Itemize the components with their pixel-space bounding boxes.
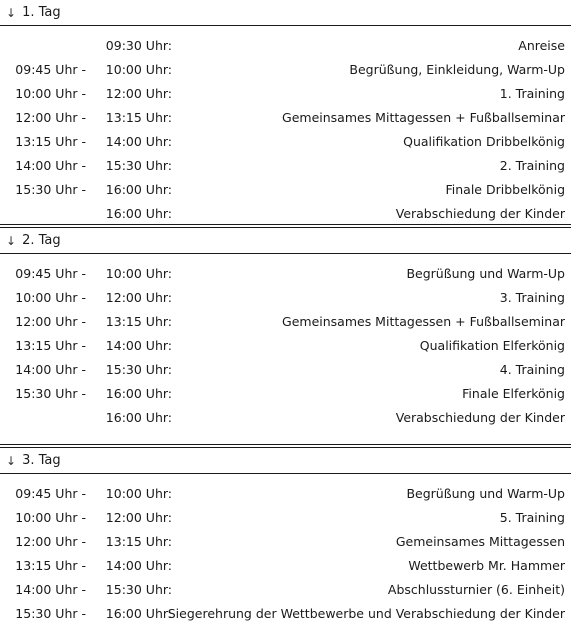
arrow-down-icon: ↓: [6, 5, 17, 20]
day-header-2[interactable]: [0, 228, 571, 254]
day-title: 2. Tag: [22, 233, 61, 248]
start-time: 12:00 Uhr -: [15, 314, 86, 329]
activity: Finale Dribbelkönig: [445, 182, 565, 197]
start-time: 15:30 Uhr -: [15, 386, 86, 401]
end-time: 12:00 Uhr:: [105, 86, 172, 101]
start-time: 12:00 Uhr -: [15, 110, 86, 125]
start-time: 13:15 Uhr -: [15, 134, 86, 149]
activity: Qualifikation Elferkönig: [419, 338, 565, 353]
end-time: 10:00 Uhr:: [105, 266, 172, 281]
day-section-1: [0, 0, 571, 228]
schedule-row: [0, 531, 571, 555]
day-header-1[interactable]: [0, 0, 571, 26]
schedule-row: [0, 287, 571, 311]
day-title: 1. Tag: [22, 5, 61, 20]
schedule-row: [0, 359, 571, 383]
schedule-row: [0, 59, 571, 83]
start-time: 15:30 Uhr -: [15, 606, 86, 621]
end-time: 13:15 Uhr:: [105, 314, 172, 329]
schedule-row: [0, 603, 571, 627]
arrow-down-icon: ↓: [6, 453, 17, 468]
end-time: 15:30 Uhr:: [105, 158, 172, 173]
end-time: 12:00 Uhr:: [105, 290, 172, 305]
activity: Begrüßung und Warm-Up: [406, 266, 565, 281]
end-time: 14:00 Uhr:: [105, 134, 172, 149]
end-time: 16:00 Uhr:: [105, 386, 172, 401]
end-time: 10:00 Uhr:: [105, 62, 172, 77]
day-section-2: [0, 228, 571, 448]
activity: Begrüßung und Warm-Up: [406, 486, 565, 501]
start-time: 14:00 Uhr -: [15, 158, 86, 173]
start-time: 15:30 Uhr -: [15, 182, 86, 197]
schedule-row: [0, 335, 571, 359]
schedule-row: [0, 507, 571, 531]
schedule-row: [0, 555, 571, 579]
day-title: 3. Tag: [22, 453, 61, 468]
start-time: 12:00 Uhr -: [15, 534, 86, 549]
schedule-row: [0, 131, 571, 155]
schedule-row: [0, 107, 571, 131]
end-time: 14:00 Uhr:: [105, 558, 172, 573]
end-time: 09:30 Uhr:: [105, 38, 172, 53]
schedule-row: [0, 483, 571, 507]
end-time: 15:30 Uhr:: [105, 362, 172, 377]
schedule-rows: [0, 26, 571, 224]
end-time: 13:15 Uhr:: [105, 110, 172, 125]
schedule-row: [0, 263, 571, 287]
start-time: 13:15 Uhr -: [15, 558, 86, 573]
activity: Finale Elferkönig: [462, 386, 565, 401]
activity: Wettbewerb Mr. Hammer: [408, 558, 565, 573]
schedule-row: [0, 383, 571, 407]
end-time: 14:00 Uhr:: [105, 338, 172, 353]
day-section-3: [0, 448, 571, 627]
end-time: 16:00 Uhr:: [105, 182, 172, 197]
start-time: 10:00 Uhr -: [15, 510, 86, 525]
activity: Verabschiedung der Kinder: [395, 206, 565, 221]
schedule-row: [0, 311, 571, 335]
activity: Anreise: [518, 38, 565, 53]
activity: Verabschiedung der Kinder: [395, 410, 565, 425]
activity: 1. Training: [499, 86, 565, 101]
start-time: 13:15 Uhr -: [15, 338, 86, 353]
schedule-row: [0, 179, 571, 203]
activity: 4. Training: [499, 362, 565, 377]
end-time: 10:00 Uhr:: [105, 486, 172, 501]
day-header-3[interactable]: [0, 448, 571, 474]
schedule-rows: [0, 254, 571, 444]
end-time: 16:00 Uhr:: [105, 606, 172, 621]
start-time: 10:00 Uhr -: [15, 86, 86, 101]
schedule-row: [0, 83, 571, 107]
end-time: 16:00 Uhr:: [105, 206, 172, 221]
activity: 5. Training: [499, 510, 565, 525]
activity: Begrüßung, Einkleidung, Warm-Up: [349, 62, 565, 77]
schedule-row: [0, 407, 571, 431]
activity: Siegerehrung der Wettbewerbe und Verabschiedung der Kinder: [167, 606, 565, 621]
end-time: 13:15 Uhr:: [105, 534, 172, 549]
activity: Gemeinsames Mittagessen + Fußballseminar: [282, 314, 565, 329]
activity: Gemeinsames Mittagessen: [395, 534, 565, 549]
activity: Gemeinsames Mittagessen + Fußballseminar: [282, 110, 565, 125]
arrow-down-icon: ↓: [6, 233, 17, 248]
schedule-row: [0, 579, 571, 603]
start-time: 09:45 Uhr -: [15, 486, 86, 501]
end-time: 15:30 Uhr:: [105, 582, 172, 597]
end-time: 12:00 Uhr:: [105, 510, 172, 525]
start-time: 10:00 Uhr -: [15, 290, 86, 305]
activity: Qualifikation Dribbelkönig: [403, 134, 565, 149]
schedule-row: [0, 155, 571, 179]
schedule-row: [0, 35, 571, 59]
start-time: 09:45 Uhr -: [15, 266, 86, 281]
activity: 3. Training: [499, 290, 565, 305]
schedule-row: [0, 203, 571, 227]
schedule-rows: [0, 474, 571, 627]
start-time: 09:45 Uhr -: [15, 62, 86, 77]
start-time: 14:00 Uhr -: [15, 362, 86, 377]
start-time: 14:00 Uhr -: [15, 582, 86, 597]
activity: 2. Training: [499, 158, 565, 173]
activity: Abschlussturnier (6. Einheit): [387, 582, 565, 597]
end-time: 16:00 Uhr:: [105, 410, 172, 425]
